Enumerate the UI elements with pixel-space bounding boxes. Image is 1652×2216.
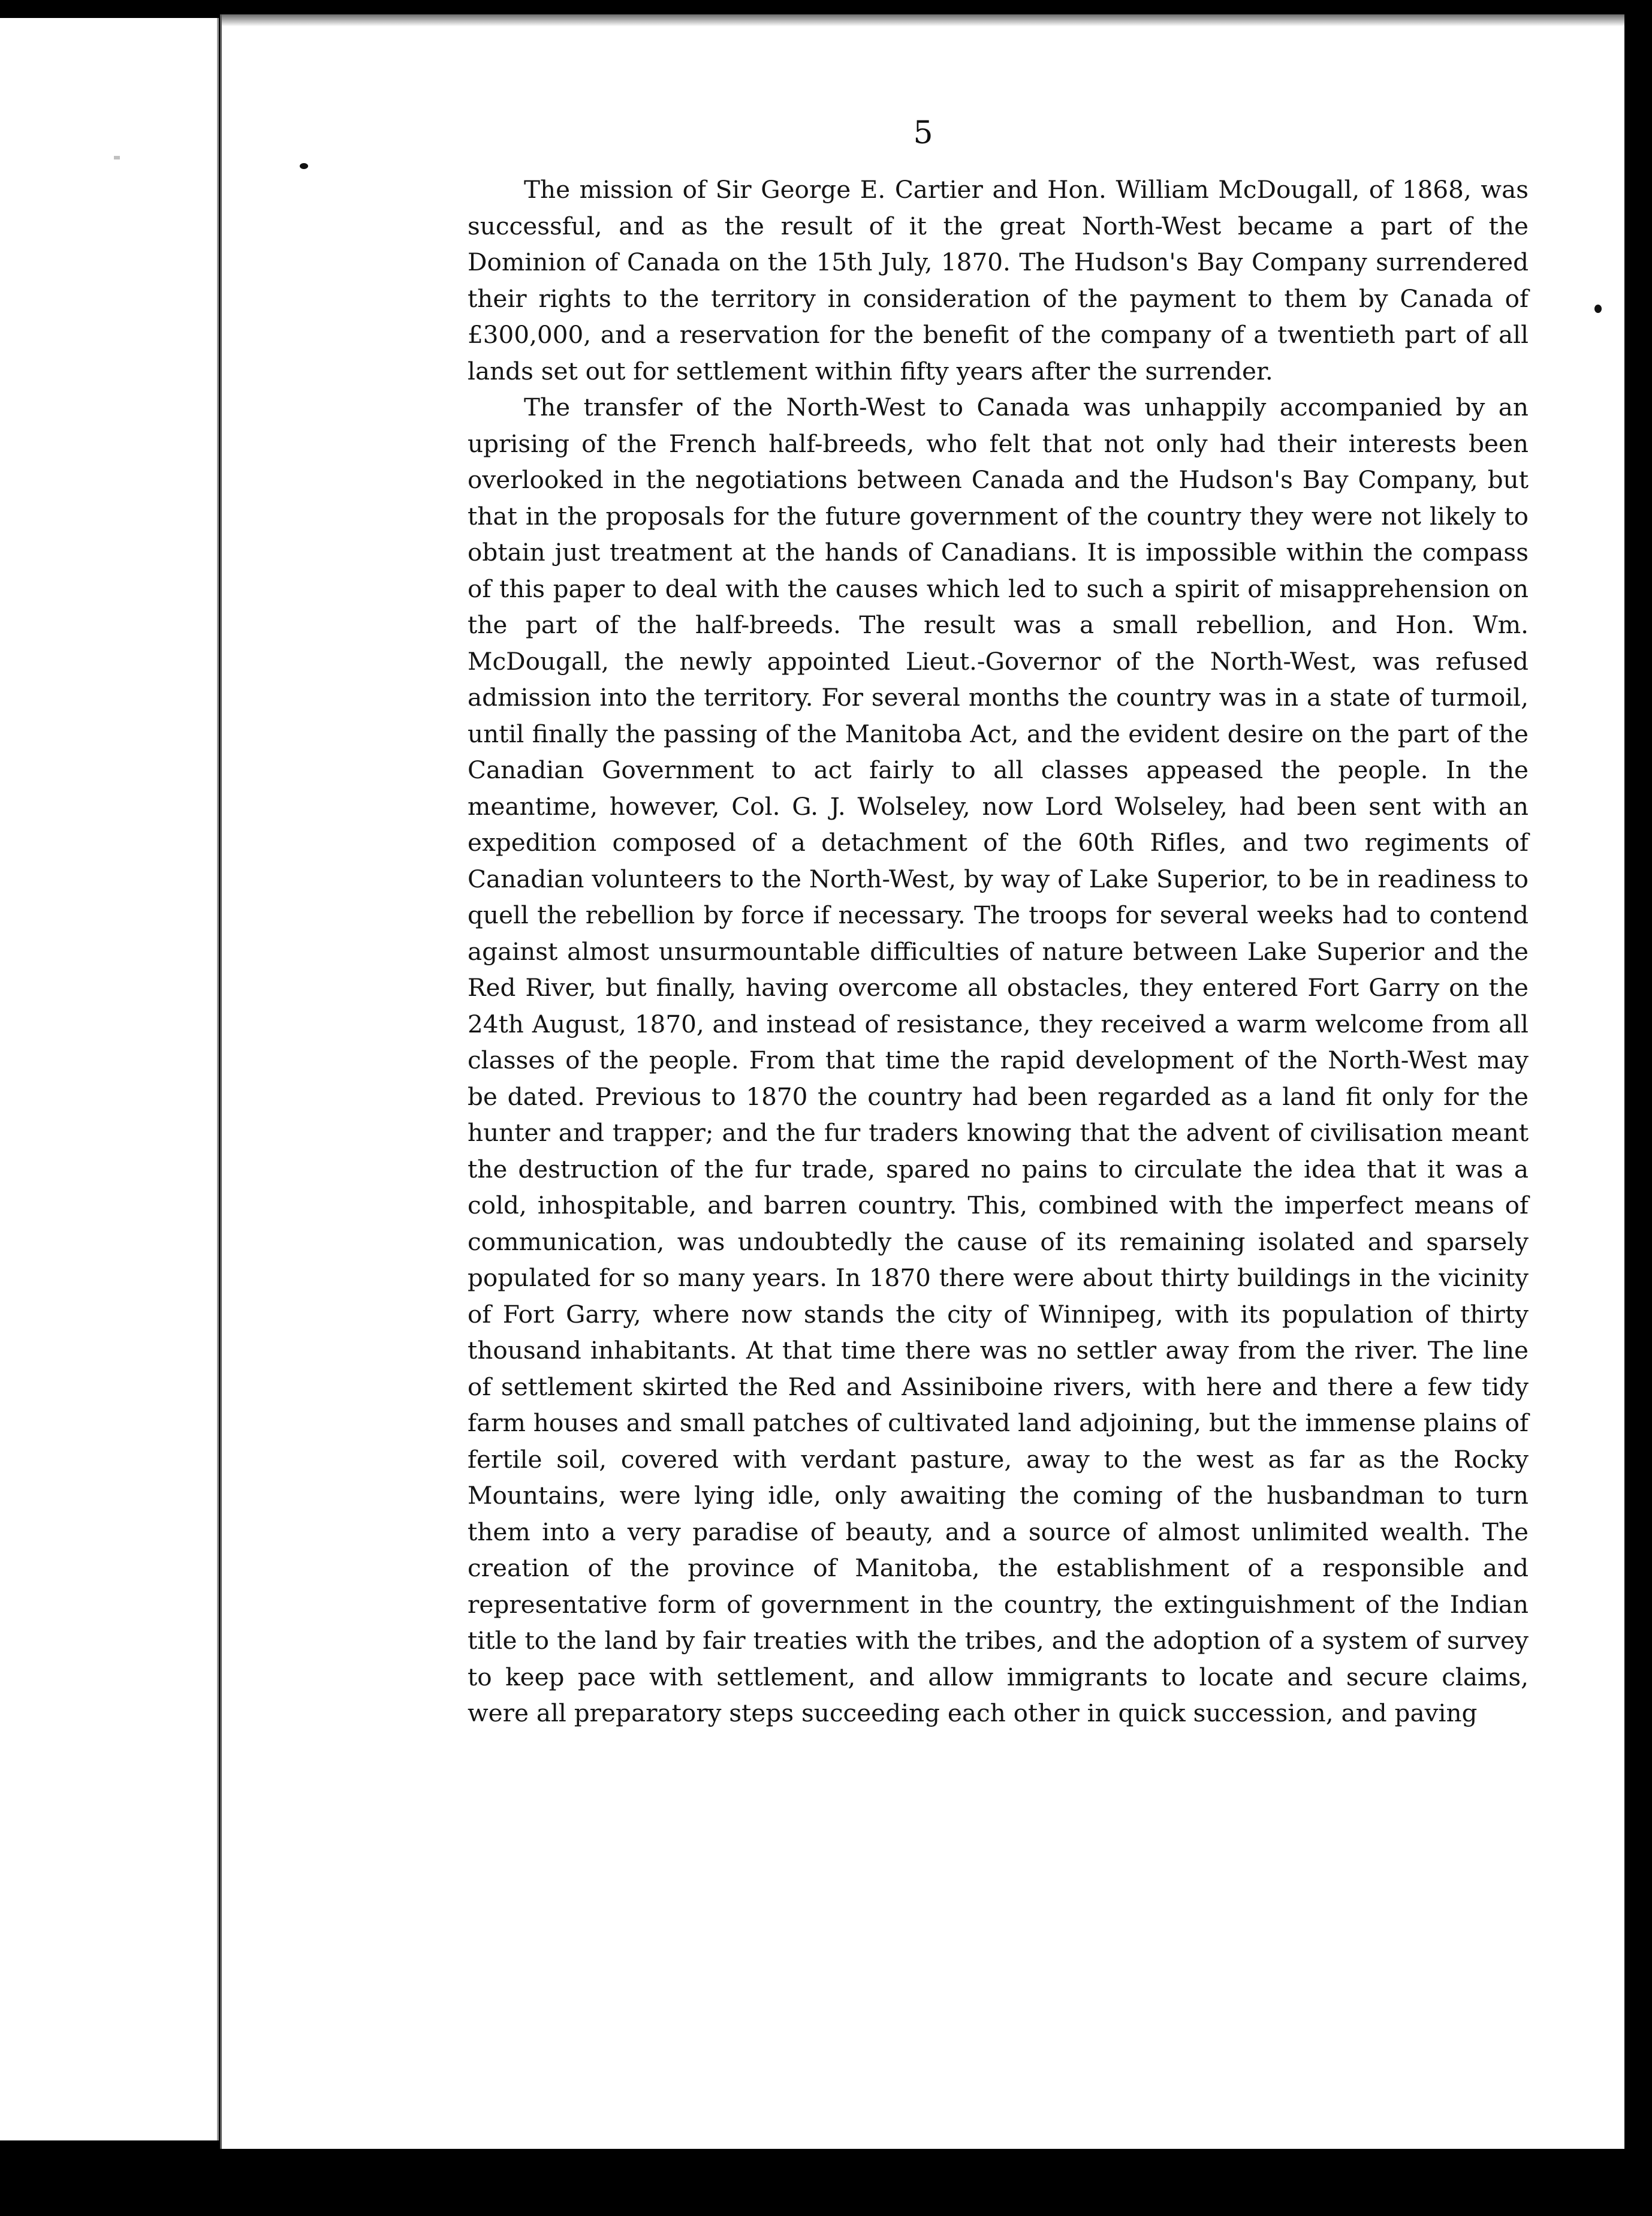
previous-page-edge: [0, 18, 219, 2140]
paragraph-cartier-mission: The mission of Sir George E. Cartier and Hon. William McDougall, of 1868, was successful, and as the result of it the great North-West became a part of the Dominion of Canada on the 15th July, 1870. The Hudson's Bay Company surrendered their rights to the territory in consideration of the payment to them by Canada of £300,000, and a reservation for the benefit of the company of a twentieth part of all lands set out for settlement within fifty years after the surrender.: [468, 175, 1529, 386]
document-page: [222, 14, 1624, 2149]
paragraph-north-west-transfer: The transfer of the North-West to Canada was unhappily accompanied by an uprising of the French half-breeds, who felt that not only had their interests been overlooked in the negotiations between Canada and the Hudson's Bay Company, but that in the proposals for the future government of the country they were not likely to obtain just treatment at the hands of Canadians. It is impossible within the compass of this paper to deal with the causes which led to such a spirit of misapprehension on the part of the half-breeds. The result was a small rebellion, and Hon. Wm. McDougall, the newly appointed Lieut.-Governor of the North-West, was refused admission into the territory. For several months the country was in a state of turmoil, until finally the passing of the Manitoba Act, and the evident desire on the part of the Canadian Government to act fairly to all classes appeased the people. In the meantime, however, Col. G. J. Wolseley, now Lord Wolseley, had been sent with an expedition composed of a detachment of the 60th Rifles, and two regiments of Canadian volunteers to the North-West, by way of Lake Superior, to be in readiness to quell the rebellion by force if necessary. The troops for several weeks had to contend against almost unsurmountable difficulties of nature between Lake Superior and the Red River, but finally, having overcome all obstacles, they entered Fort Garry on the 24th August, 1870, and instead of resistance, they received a warm welcome from all classes of the people. From that time the rapid development of the North-West may be dated. Previous to 1870 the country had been regarded as a land fit only for the hunter and trapper; and the fur traders knowing that the advent of civilisation meant the destruction of the fur trade, spared no pains to circulate the idea that it was a cold, inhospitable, and barren country. This, combined with the imperfect means of communication, was undoubtedly the cause of its remaining isolated and sparsely populated for so many years. In 1870 there were about thirty buildings in the vicinity of Fort Garry, where now stands the city of Winnipeg, with its population of thirty thousand inhabitants. At that time there was no settler away from the river. The line of settlement skirted the Red and Assiniboine rivers, with here and there a few tidy farm houses and small patches of cultivated land adjoining, but the immense plains of fertile soil, covered with verdant pasture, away to the west as far as the Rocky Mountains, were lying idle, only awaiting the coming of the husbandman to turn them into a very paradise of beauty, and a source of almost unlimited wealth. The creation of the province of Manitoba, the establishment of a responsible and representative form of government in the country, the extinguishment of the Indian title to the land by fair treaties with the tribes, and the adoption of a system of survey to keep pace with settlement, and allow immigrants to locate and secure claims, were all preparatory steps succeeding each other in quick succession, and paving: [468, 393, 1529, 1727]
margin-ink-mark-right: [1594, 305, 1602, 313]
body-text: [468, 171, 1529, 1732]
page-speck: [114, 156, 120, 159]
margin-ink-mark-left: [300, 163, 308, 169]
page-number: 5: [913, 115, 933, 151]
